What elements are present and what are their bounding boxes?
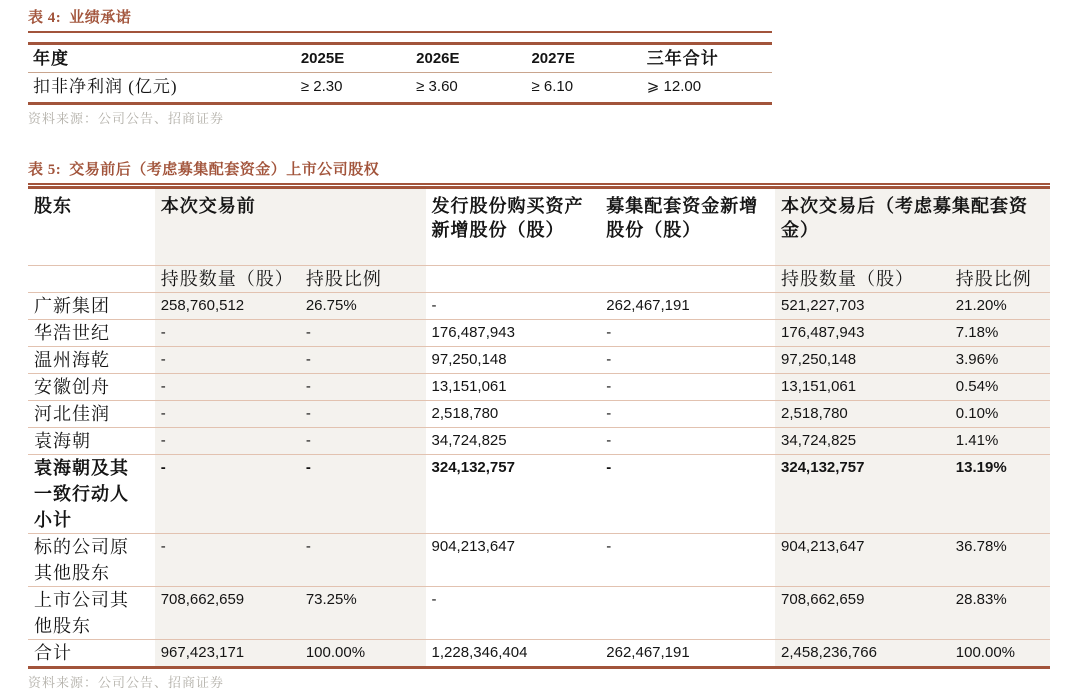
- value-cell: 97,250,148: [426, 347, 601, 374]
- value-cell: -: [600, 534, 775, 587]
- header-cell: 2025E: [296, 44, 411, 73]
- table4-header-row: [28, 44, 772, 73]
- table-row: [28, 293, 1050, 320]
- value-cell: -: [600, 320, 775, 347]
- value-cell: 34,724,825: [775, 428, 950, 455]
- value-cell: -: [300, 534, 426, 587]
- value-cell: 28.83%: [950, 587, 1050, 640]
- table5-label: 表 5:: [28, 162, 62, 178]
- header-cell: 年度: [28, 44, 296, 73]
- value-cell: 100.00%: [300, 640, 426, 668]
- table-row: [28, 428, 1050, 455]
- subheader-cell-empty: [28, 266, 155, 293]
- value-cell: -: [155, 401, 300, 428]
- value-cell: -: [600, 455, 775, 534]
- value-cell: [600, 587, 775, 640]
- shareholder-name-cell: 广新集团: [28, 293, 155, 320]
- value-cell: -: [600, 347, 775, 374]
- table5-section: [28, 160, 1080, 692]
- table-row: [28, 534, 1050, 587]
- header-cell-new-shares-purchase: 发行股份购买资产新增股份（股）: [426, 188, 601, 266]
- value-cell: 3.96%: [950, 347, 1050, 374]
- subheader-cell-ratio-before: 持股比例: [300, 266, 426, 293]
- metric-name-cell: 扣非净利润 (亿元): [33, 77, 178, 96]
- table5-title-text: 交易前后（考虑募集配套资金）上市公司股权: [69, 162, 380, 178]
- value-cell: 0.10%: [950, 401, 1050, 428]
- value-cell: 708,662,659: [155, 587, 300, 640]
- table4-title: [28, 8, 772, 33]
- value-cell: 262,467,191: [600, 293, 775, 320]
- value-cell: 176,487,943: [426, 320, 601, 347]
- value-cell: -: [300, 347, 426, 374]
- value-cell: 262,467,191: [600, 640, 775, 668]
- table5-title: [28, 160, 1050, 185]
- value-cell: -: [300, 401, 426, 428]
- value-cell: -: [600, 428, 775, 455]
- value-cell: 13,151,061: [775, 374, 950, 401]
- value-cell: -: [300, 455, 426, 534]
- equity-structure-table: [28, 186, 1050, 669]
- shareholder-name-cell: 袁海朝: [28, 428, 155, 455]
- table-row: [28, 347, 1050, 374]
- table-row: [28, 401, 1050, 428]
- header-cell-before-deal: 本次交易前: [155, 188, 426, 266]
- table4-data-row: [28, 73, 772, 104]
- subheader-cell-count-before: 持股数量（股）: [155, 266, 300, 293]
- equity-table-body: [28, 293, 1050, 668]
- value-cell: -: [155, 534, 300, 587]
- table-row: [28, 320, 1050, 347]
- value-cell: 13,151,061: [426, 374, 601, 401]
- value-cell: 324,132,757: [775, 455, 950, 534]
- subheader-cell-ratio-after: 持股比例: [950, 266, 1050, 293]
- value-cell: 904,213,647: [426, 534, 601, 587]
- shareholder-name-cell: 安徽创舟: [28, 374, 155, 401]
- header-cell-shareholder: 股东: [28, 188, 155, 266]
- value-cell: 324,132,757: [426, 455, 601, 534]
- value-cell: 21.20%: [950, 293, 1050, 320]
- header-cell: 2027E: [526, 44, 641, 73]
- shareholder-name-cell: 合计: [28, 640, 155, 668]
- subheader-cell-empty: [600, 266, 775, 293]
- value-cell: 0.54%: [950, 374, 1050, 401]
- value-cell: 708,662,659: [775, 587, 950, 640]
- value-cell: -: [600, 401, 775, 428]
- header-cell-after-deal: 本次交易后（考虑募集配套资金）: [775, 188, 1050, 266]
- value-cell: -: [155, 320, 300, 347]
- value-cell: 258,760,512: [155, 293, 300, 320]
- value-cell: 36.78%: [950, 534, 1050, 587]
- table4-label: 表 4:: [28, 10, 62, 26]
- value-cell: -: [600, 374, 775, 401]
- value-cell: ≥ 3.60: [416, 78, 458, 95]
- value-cell: -: [155, 428, 300, 455]
- value-cell: ≥ 6.10: [531, 78, 574, 95]
- table-row: [28, 455, 1050, 534]
- shareholder-name-cell: 袁海朝及其一致行动人小计: [28, 455, 155, 534]
- performance-commitment-table: [28, 42, 772, 105]
- table4-source: 资料来源：公司公告、招商证券: [28, 111, 225, 126]
- value-cell: -: [155, 347, 300, 374]
- shareholder-name-cell: 华浩世纪: [28, 320, 155, 347]
- value-cell: 13.19%: [950, 455, 1050, 534]
- header-cell: 2026E: [411, 44, 526, 73]
- table4-section: [28, 8, 1080, 130]
- table-row: [28, 587, 1050, 640]
- value-cell: -: [155, 374, 300, 401]
- value-cell: -: [155, 455, 300, 534]
- value-cell: -: [300, 320, 426, 347]
- value-cell: 1.41%: [950, 428, 1050, 455]
- table-row: [28, 640, 1050, 668]
- subheader-cell-empty: [426, 266, 601, 293]
- value-cell: 1,228,346,404: [426, 640, 601, 668]
- subheader-cell-count-after: 持股数量（股）: [775, 266, 950, 293]
- value-cell: 34,724,825: [426, 428, 601, 455]
- shareholder-name-cell: 河北佳润: [28, 401, 155, 428]
- shareholder-name-cell: 标的公司原其他股东: [28, 534, 155, 587]
- value-cell: 2,518,780: [426, 401, 601, 428]
- table4-title-text: 业绩承诺: [69, 10, 132, 26]
- shareholder-name-cell: 温州海乾: [28, 347, 155, 374]
- value-cell: 7.18%: [950, 320, 1050, 347]
- value-cell: 73.25%: [300, 587, 426, 640]
- value-cell: -: [300, 374, 426, 401]
- value-cell: 100.00%: [950, 640, 1050, 668]
- header-cell: 三年合计: [642, 44, 772, 73]
- header-cell-new-shares-raised: 募集配套资金新增股份（股）: [600, 188, 775, 266]
- value-cell: 26.75%: [300, 293, 426, 320]
- shareholder-name-cell: 上市公司其他股东: [28, 587, 155, 640]
- value-cell: 904,213,647: [775, 534, 950, 587]
- value-cell: ≥ 2.30: [300, 78, 343, 95]
- table5-group-header-row: [28, 188, 1050, 266]
- value-cell: -: [426, 587, 601, 640]
- value-cell: -: [426, 293, 601, 320]
- value-cell: 967,423,171: [155, 640, 300, 668]
- table5-source: 资料来源：公司公告、招商证券: [28, 675, 225, 690]
- value-cell: 2,518,780: [775, 401, 950, 428]
- value-cell: 521,227,703: [775, 293, 950, 320]
- table5-sub-header-row: [28, 266, 1050, 293]
- value-cell: 97,250,148: [775, 347, 950, 374]
- table-row: [28, 374, 1050, 401]
- value-cell: 2,458,236,766: [775, 640, 950, 668]
- value-cell: ⩾ 12.00: [646, 78, 702, 95]
- value-cell: 176,487,943: [775, 320, 950, 347]
- value-cell: -: [300, 428, 426, 455]
